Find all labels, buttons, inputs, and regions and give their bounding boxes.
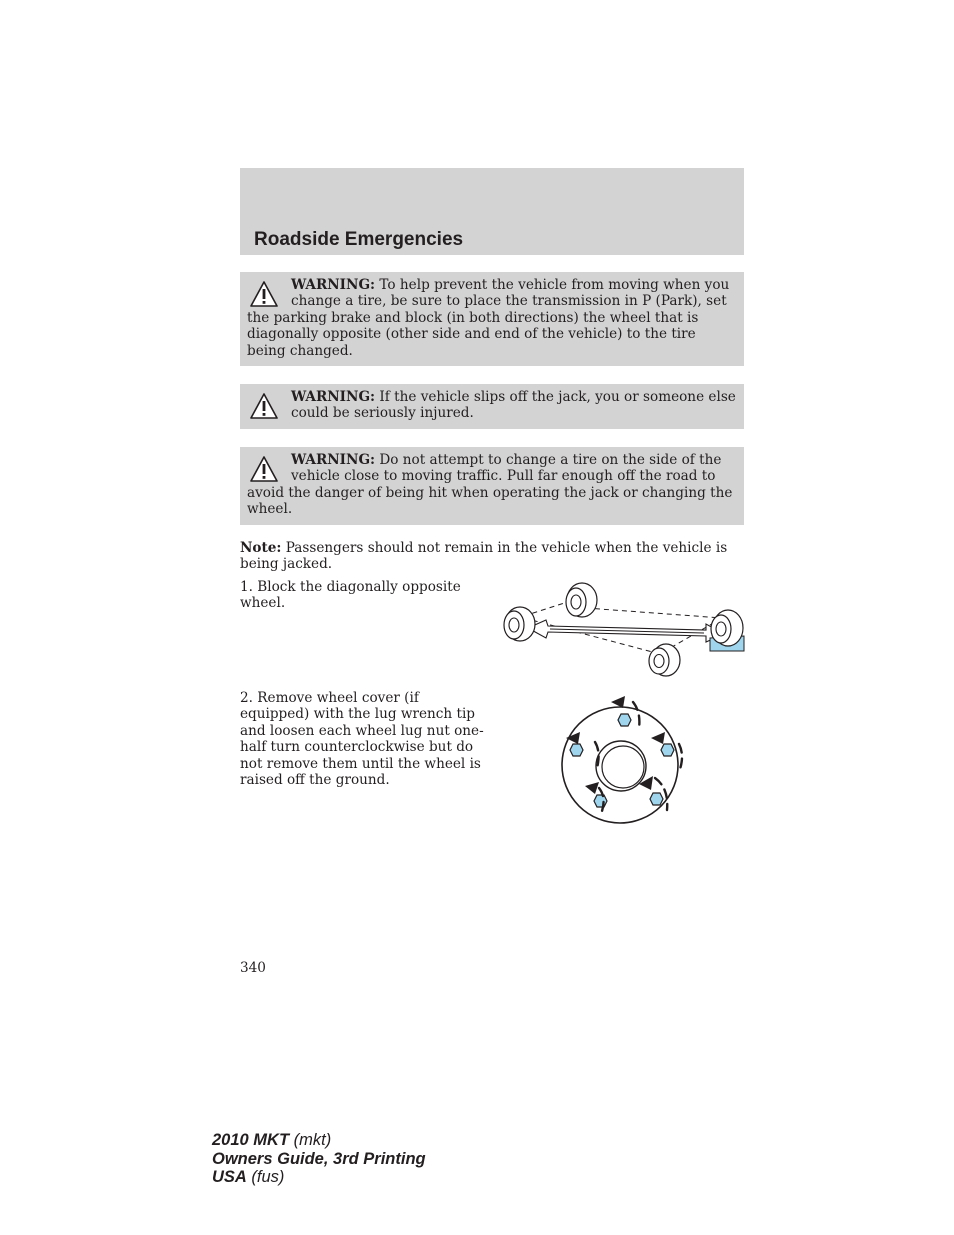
warning-text: To help prevent the vehicle from moving when you change a tire, be sure to place the transmission in P (Park), set the parking brake and block (in both directions) the wheel that is diagonally opposite (other side and end of the vehicle) to the tire being changed. — [247, 277, 730, 359]
footer-line-3: USA (fus) — [212, 1168, 285, 1186]
footer-line-2: Owners Guide, 3rd Printing — [212, 1149, 426, 1168]
section-title: Roadside Emergencies — [254, 229, 464, 250]
footer-line-1: 2010 MKT (mkt) — [212, 1131, 332, 1149]
warning-label: WARNING: — [291, 452, 376, 468]
step-2-text: 2. Remove wheel cover (if equipped) with the lug wrench tip and loosen each wheel lug nut one-half turn counterclockwise but do not remove them until the wheel is raised off the ground. — [240, 690, 484, 789]
section-header — [240, 168, 744, 255]
warning-triangle-icon — [249, 455, 279, 483]
warning-label: WARNING: — [291, 389, 376, 405]
warning-box — [240, 272, 744, 366]
lug-nut-loosening-illustration — [555, 690, 695, 830]
warning-text: Do not attempt to change a tire on the side of the vehicle close to moving traffic. Pull far enough off the road to avoid the danger of being hit when operating the jack or changing the wheel. — [247, 452, 733, 518]
warning-box — [240, 384, 744, 429]
note-paragraph — [240, 540, 744, 573]
tire-rear-right-icon — [711, 610, 743, 646]
note-text: Passengers should not remain in the vehicle when the vehicle is being jacked. — [240, 540, 728, 573]
page-number: 340 — [240, 960, 266, 976]
document-footer — [212, 1131, 426, 1187]
diagonal-wheel-block-illustration — [500, 578, 746, 680]
warning-triangle-icon — [249, 280, 279, 308]
tire-front-left-icon — [504, 607, 535, 641]
note-label: Note: — [240, 540, 282, 556]
warning-text: If the vehicle slips off the jack, you or someone else could be seriously injured. — [291, 389, 736, 422]
step-1-text: 1. Block the diagonally opposite wheel. — [240, 579, 461, 612]
warning-triangle-icon — [249, 392, 279, 420]
tire-rear-left-icon — [566, 583, 597, 617]
warning-label: WARNING: — [291, 277, 376, 293]
tire-front-right-icon — [649, 644, 680, 676]
warning-box — [240, 447, 744, 525]
